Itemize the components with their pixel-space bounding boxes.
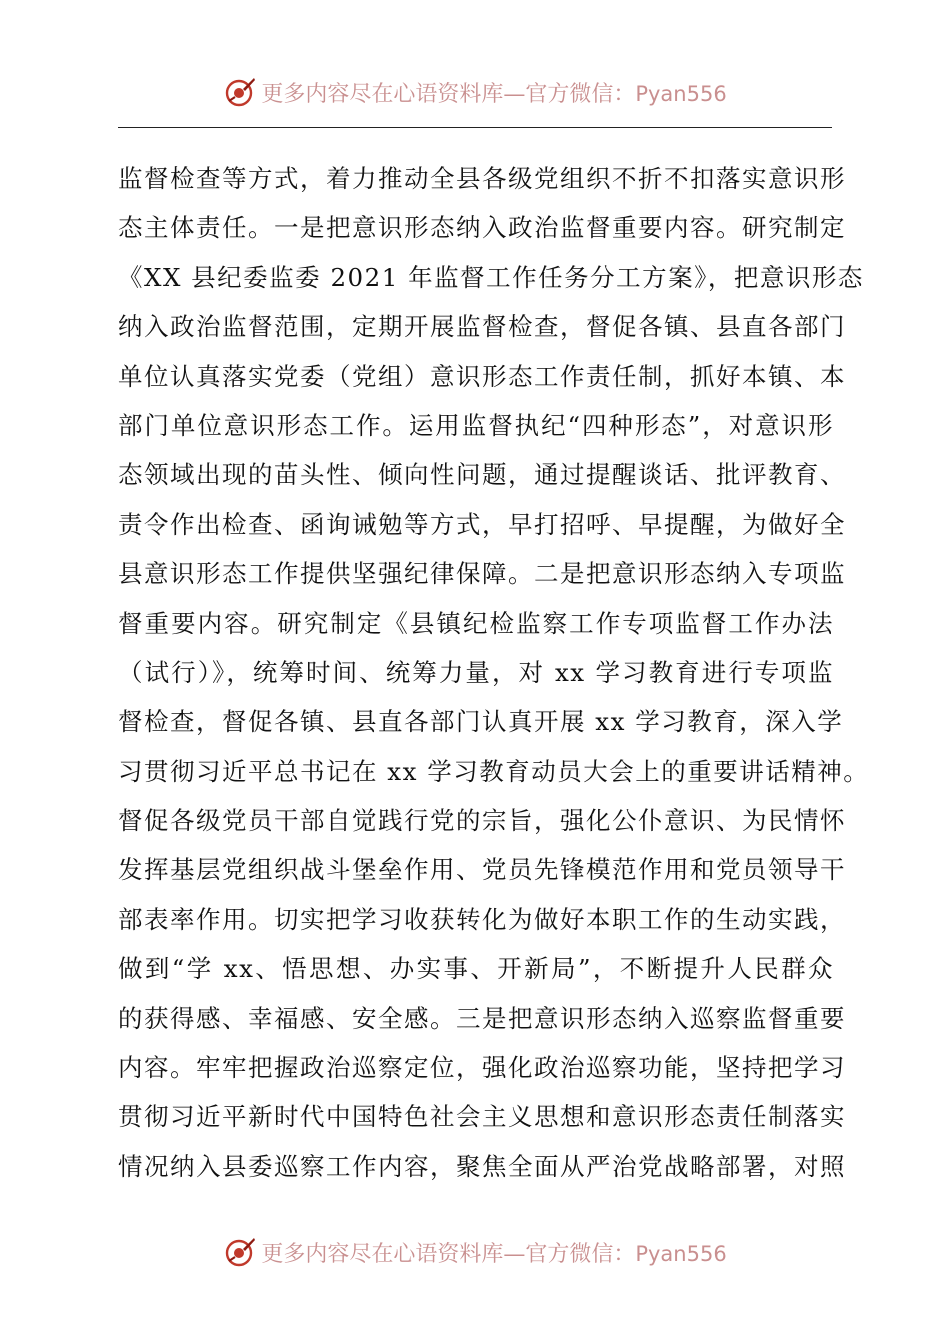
paragraph-line: 内容。牢牢把握政治巡察定位，强化政治巡察功能，坚持把学习 [118,1053,846,1083]
header-banner-text: 更多内容尽在心语资料库—官方微信：Pyan556 [261,81,727,107]
paragraph-line: 的获得感、幸福感、安全感。三是把意识形态纳入巡察监督重要 [118,1003,846,1033]
paragraph-line: 态主体责任。一是把意识形态纳入政治监督重要内容。研究制定 [118,213,846,243]
paragraph-line: 督检查，督促各镇、县直各部门认真开展 xx 学习教育，深入学 [118,707,844,737]
paragraph-line: 督促各级党员干部自觉践行党的宗旨，强化公仆意识、为民情怀 [118,806,846,836]
paragraph-line: 发挥基层党组织战斗堡垒作用、党员先锋模范作用和党员领导干 [118,855,846,885]
paragraph-line: 县意识形态工作提供坚强纪律保障。二是把意识形态纳入专项监 [118,559,846,589]
paragraph-line: 部门单位意识形态工作。运用监督执纪“四种形态”，对意识形 [118,410,834,440]
paragraph-line: 贯彻习近平新时代中国特色社会主义思想和意识形态责任制落实 [118,1102,846,1132]
paragraph-line: 态领域出现的苗头性、倾向性问题，通过提醒谈话、批评教育、 [118,460,846,490]
paragraph-line: 监督检查等方式，着力推动全县各级党组织不折不扣落实意识形 [118,164,846,193]
paragraph-line: （试行）》，统筹时间、统筹力量，对 xx 学习教育进行专项监 [118,657,834,687]
paragraph-line: 部表率作用。切实把学习收获转化为做好本职工作的生动实践， [118,904,846,934]
paragraph-line: 做到“学 xx、悟思想、办实事、开新局”，不断提升人民群众 [118,954,834,984]
footer-banner-text: 更多内容尽在心语资料库—官方微信：Pyan556 [261,1241,727,1267]
footer-wechat-id: Pyan556 [635,1241,727,1266]
paragraph-line: 习贯彻习近平总书记在 xx 学习教育动员大会上的重要讲话精神。 [118,756,870,786]
header-watermark-banner [0,72,950,112]
header-divider [118,127,832,128]
paragraph-line: 单位认真落实党委（党组）意识形态工作责任制，抓好本镇、本 [118,361,846,391]
quill-seal-icon [223,1235,257,1269]
paragraph-line: 纳入政治监督范围，定期开展监督检查，督促各镇、县直各部门 [118,312,846,342]
header-wechat-id: Pyan556 [635,81,727,106]
footer-watermark-banner [0,1232,950,1272]
document-body [118,154,870,1191]
quill-seal-icon [223,75,257,109]
paragraph-line: 责令作出检查、函询诫勉等方式，早打招呼、早提醒，为做好全 [118,509,846,539]
paragraph-line: 督重要内容。研究制定《县镇纪检监察工作专项监督工作办法 [118,608,834,638]
paragraph-line: 《XX 县纪委监委 2021 年监督工作任务分工方案》，把意识形态 [118,262,864,292]
paragraph-line: 情况纳入县委巡察工作内容，聚焦全面从严治党战略部署，对照 [118,1151,846,1181]
